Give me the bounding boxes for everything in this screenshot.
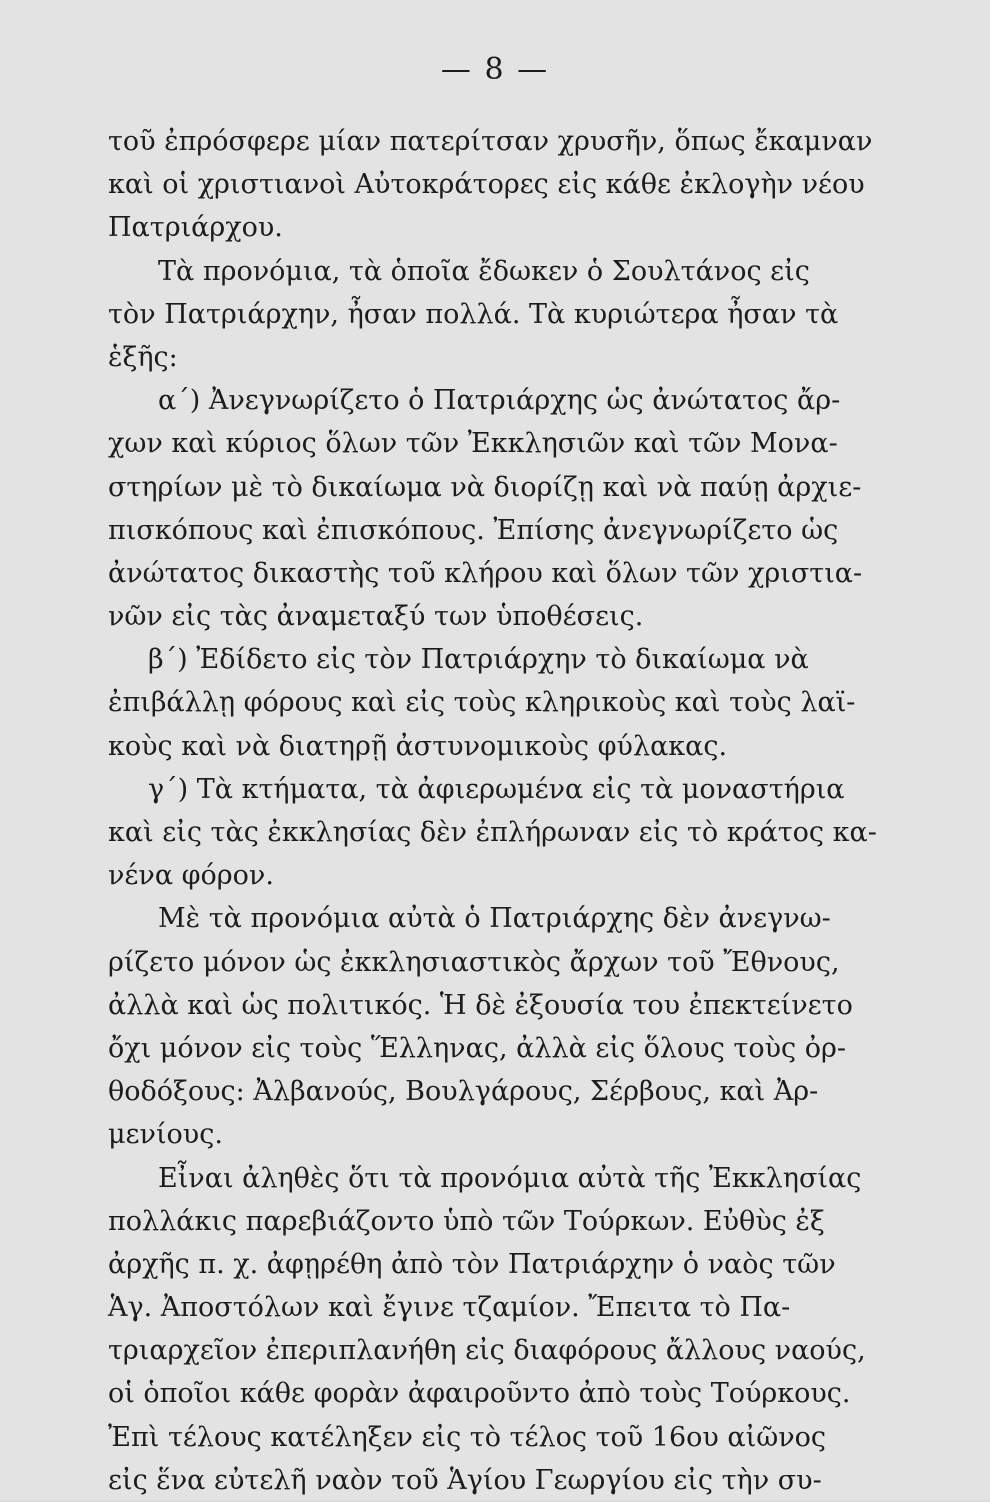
text-line: πισκόπους καὶ ἐπισκόπους. Ἐπίσης ἀνεγνωρίζετο ὡς (108, 514, 839, 546)
text-line: ἑξῆς: (108, 341, 178, 373)
text-line: μενίους. (108, 1119, 223, 1151)
text-line: οἱ ὁποῖοι κάθε φορὰν ἀφαιροῦντο ἀπὸ τοὺς Τούρκους. (108, 1378, 851, 1410)
text-line: ἀλλὰ καὶ ὡς πολιτικός. Ἡ δὲ ἐξουσία του ἐπεκτείνετο (108, 989, 853, 1021)
text-line: χων καὶ κύριος ὅλων τῶν Ἐκκλησιῶν καὶ τῶν Μονα- (108, 428, 838, 460)
text-line: Μὲ τὰ προνόμια αὐτὰ ὁ Πατριάρχης δὲν ἀνεγνω- (158, 903, 831, 935)
text-line: στηρίων μὲ τὸ δικαίωμα νὰ διορίζῃ καὶ νὰ παύῃ ἀρχιε- (108, 471, 862, 503)
text-line: καὶ εἰς τὰς ἐκκλησίας δὲν ἐπλήρωναν εἰς τὸ κράτος κα- (108, 817, 877, 848)
text-line: Τὰ προνόμια, τὰ ὁποῖα ἔδωκεν ὁ Σουλτάνος εἰς (158, 255, 810, 287)
text-line: Ἐπὶ τέλους κατέληξεν εἰς τὸ τέλος τοῦ 16ου αἰῶνος (108, 1421, 827, 1453)
text-line: νῶν εἰς τὰς ἀναμεταξύ των ὑποθέσεις. (108, 601, 644, 633)
text-line: Ἁγ. Ἀποστόλων καὶ ἔγινε τζαμίον. Ἔπειτα τὸ Πα- (108, 1292, 791, 1324)
text-line: γ΄) Τὰ κτήματα, τὰ ἀφιερωμένα εἰς τὰ μοναστήρια (148, 773, 845, 805)
text-line: ἀνώτατος δικαστὴς τοῦ κλήρου καὶ ὅλων τῶν χριστια- (108, 557, 863, 589)
text-line: πολλάκις παρεβιάζοντο ὑπὸ τῶν Τούρκων. Εὐθὺς ἐξ (108, 1205, 825, 1237)
text-line: α΄) Ἀνεγνωρίζετο ὁ Πατριάρχης ὡς ἀνώτατος ἄρ- (158, 385, 841, 417)
text-line: τοῦ ἐπρόσφερε μίαν πατερίτσαν χρυσῆν, ὅπως ἔκαμναν (108, 126, 873, 157)
body-text (108, 120, 898, 1502)
text-line: τὸν Πατριάρχην, ἦσαν πολλά. Τὰ κυριώτερα ἦσαν τὰ (108, 298, 839, 330)
text-line: ὄχι μόνον εἰς τοὺς Ἕλληνας, ἀλλὰ εἰς ὅλους τοὺς ὀρ- (108, 1032, 846, 1064)
text-line: β΄) Ἐδίδετο εἰς τὸν Πατριάρχην τὸ δικαίωμα νὰ (148, 644, 809, 676)
text-line: ἀρχῆς π. χ. ἀφῃρέθη ἀπὸ τὸν Πατριάρχην ὁ ναὸς τῶν (108, 1248, 836, 1280)
text-line: Εἶναι ἀληθὲς ὅτι τὰ προνόμια αὐτὰ τῆς Ἐκκλησίας (158, 1162, 862, 1194)
text-line: τριαρχεῖον ἐπεριπλανήθη εἰς διαφόρους ἄλλους ναούς, (108, 1335, 866, 1367)
text-line: θοδόξους: Ἀλβανούς, Βουλγάρους, Σέρβους, καὶ Ἀρ- (108, 1076, 819, 1108)
text-line: κοὺς καὶ νὰ διατηρῇ ἀστυνομικοὺς φύλακας. (108, 730, 728, 762)
text-line: ἐπιβάλλῃ φόρους καὶ εἰς τοὺς κληρικοὺς καὶ τοὺς λαϊ- (108, 687, 856, 719)
page-number: — 8 — (440, 52, 550, 87)
text-line: καὶ οἱ χριστιανοὶ Αὐτοκράτορες εἰς κάθε ἐκλογὴν νέου (108, 169, 865, 201)
text-line: ρίζετο μόνον ὡς ἐκκλησιαστικὸς ἄρχων τοῦ Ἔθνους, (108, 946, 840, 978)
text-line: Πατριάρχου. (108, 212, 283, 244)
text-line: νένα φόρον. (108, 860, 274, 892)
text-line: εἰς ἕνα εὐτελῆ ναὸν τοῦ Ἁγίου Γεωργίου εἰς τὴν συ- (108, 1464, 822, 1496)
